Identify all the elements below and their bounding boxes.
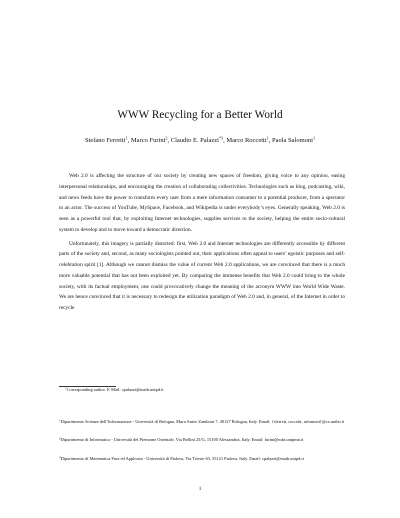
body-paragraph: Unfortunately, this imagery is partially distorted: first, Web 2.0 and Internet technologies are differently accessible by different parts of the society and, second, as many sociologists pointed out, their applications often appeal to users’ egoistic purposes and self-celebration spirit [1]. Although we cannot dismiss the value of current Web 2.0 applications, we are convinced that there is a much more valuable potential that has not been exploited yet. By comparing the immense benefits that Web 2.0 could bring to the whole society, with its factual employment, one could provocatively change the meaning of the acronym WWW into World Wide Waste. We are hence convinced that it is necessary to redesign the utilization paradigm of Web 2.0 and, in general, of the Internet in order to recycle	[59, 240, 345, 311]
paper-title: WWW Recycling for a Better World	[117, 109, 283, 121]
affiliation-footnote: $^2$Dipartimento di Informatica - Università del Piemonte Orientale, Via Bellini 25/G, 15100 Alessandria, Italy. Email: furini@mfn.unipmn.it	[59, 436, 304, 442]
author: Paola Salomoni$^1$	[271, 135, 316, 144]
author: Claudio E. Palazzi$^{*3}$,	[170, 135, 227, 144]
author-list	[20, 137, 380, 144]
page-number: 1	[198, 486, 202, 492]
author: Marco Roccetti$^1$,	[226, 135, 272, 144]
author: Stefano Ferretti$^1$,	[84, 135, 131, 144]
author: Marco Furini$^2$,	[130, 135, 171, 144]
corresponding-author-footnote: *Corresponding author. E-Mail: cpalazzi@math.unipd.it	[65, 386, 164, 392]
body-paragraph: Web 2.0 is affecting the structure of our society by creating new spaces of freedom, giving voice to any opinion, easing interpersonal relationships, and encouraging the creation of collaborating collectivities. Technologies such as blog, podcasting, wiki, and news feeds have the power to transform every user from a mere information consumer to a potential producer, from a spectator to an actor. The success of YouTube, MySpace, Facebook, and Wikipedia is under everybody’s eyes. Generally speaking, Web 2.0 is seen as a powerful tool that, by exploiting Internet technologies, supplies services to the society, helping the entire socio-cultural system to develop and to move toward a democratic direction.	[59, 173, 345, 233]
affiliation-footnote: $^3$Dipartimento di Matematica Pura ed Applicata - Università di Padova, Via Trieste 63, 35121 Padova, Italy. Email: cpalazzi@math.unipd.it	[59, 455, 304, 461]
body-text	[59, 171, 345, 314]
affiliation-footnote: $^1$Dipartimento Scienze dell’Informazione - Università di Bologna, Mura Anteo Zamboni 7, 40127 Bologna, Italy. Email: {sferrett, roccetti, salomoni}@cs.unibo.it	[59, 418, 345, 424]
